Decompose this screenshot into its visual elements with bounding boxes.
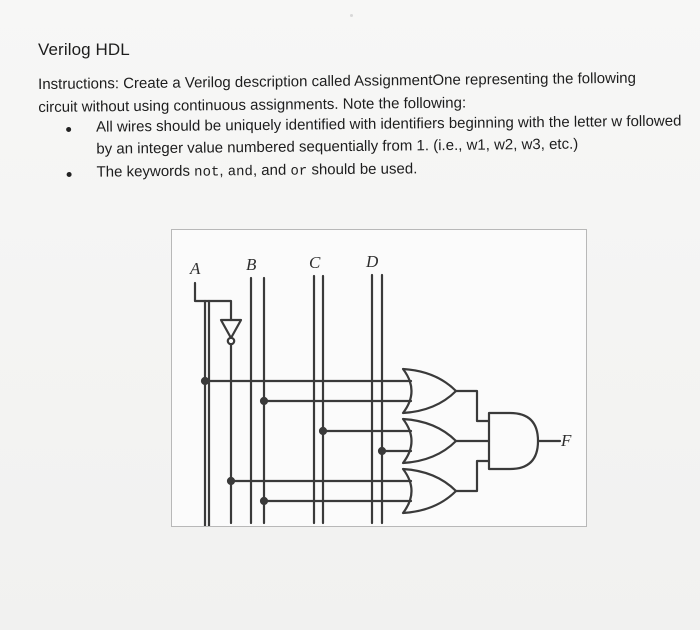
input-label-c: C	[309, 253, 321, 272]
circuit-svg	[172, 230, 586, 526]
input-label-b: B	[246, 255, 257, 274]
list-item	[66, 110, 698, 161]
keyword-and: and	[227, 164, 253, 181]
and-gate-icon	[489, 413, 538, 469]
bullet-text-prefix: The keywords	[96, 162, 195, 181]
junction-dot	[261, 398, 267, 404]
wire-or-3-to-and	[456, 461, 489, 491]
wire-a-to-not	[195, 283, 231, 320]
input-label-d: D	[366, 252, 379, 271]
input-label-a: A	[190, 259, 201, 278]
requirements-list	[66, 110, 699, 186]
paper-mark	[350, 14, 353, 17]
junction-dot	[228, 478, 234, 484]
keyword-not: not	[194, 164, 220, 181]
or-gate-icon	[403, 369, 456, 413]
circuit-diagram	[171, 229, 587, 527]
output-label-f: F	[561, 431, 572, 450]
bullet-text-wires: All wires should be uniquely identified with identifiers beginning with the letter w followed by an integer value numbered sequentially from 1. (i.e., w1, w2, w3, etc.)	[96, 112, 682, 158]
not-gate-icon	[221, 320, 241, 338]
bullet-text-separator: , and	[252, 161, 291, 180]
junction-dot	[379, 448, 385, 454]
junction-dot	[261, 498, 267, 504]
wire-or-1-to-and	[456, 391, 489, 421]
keyword-or: or	[290, 163, 308, 180]
junction-dot	[202, 378, 208, 384]
instructions-text: Instructions: Create a Verilog description called AssignmentOne representing the following circuit without using continuous assignments. Note the following:	[38, 69, 637, 116]
bullet-text-separator: ,	[219, 162, 228, 180]
junction-dot	[320, 428, 326, 434]
or-gate-icon	[403, 419, 456, 463]
bullet-text-suffix: should be used.	[307, 160, 418, 179]
or-gate-icon	[403, 469, 456, 513]
page-title: Verilog HDL	[38, 40, 130, 59]
